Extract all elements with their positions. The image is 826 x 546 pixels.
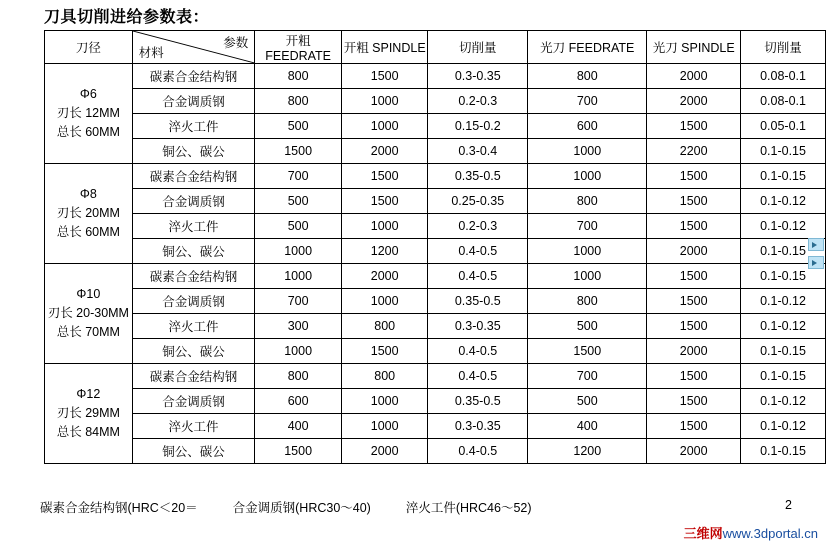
- cell-value: 1000: [528, 139, 647, 164]
- cell-value: 1200: [342, 239, 428, 264]
- cell-value: 800: [528, 189, 647, 214]
- cell-value: 800: [255, 64, 342, 89]
- table-row: [45, 439, 826, 464]
- material-name: 淬火工件: [132, 414, 255, 439]
- cell-value: 0.08-0.1: [741, 89, 826, 114]
- cell-value: 0.1-0.15: [741, 164, 826, 189]
- cell-value: 1000: [342, 89, 428, 114]
- material-name: 淬火工件: [132, 214, 255, 239]
- cell-value: 2000: [342, 264, 428, 289]
- cell-value: 500: [528, 389, 647, 414]
- material-name: 铜公、碳公: [132, 339, 255, 364]
- header-rough-depth: 切削量: [428, 31, 528, 64]
- material-name: 铜公、碳公: [132, 439, 255, 464]
- cell-value: 2000: [647, 64, 741, 89]
- tool-diameter-value: Φ10: [76, 287, 101, 302]
- cell-value: 700: [528, 364, 647, 389]
- cell-value: 0.1-0.12: [741, 289, 826, 314]
- header-tool-diameter: 刀径: [45, 31, 133, 64]
- cell-value: 1500: [528, 339, 647, 364]
- table-row: [45, 189, 826, 214]
- cell-value: 0.4-0.5: [428, 239, 528, 264]
- cell-value: 1000: [342, 414, 428, 439]
- cell-value: 2000: [647, 239, 741, 264]
- header-rough-spindle: 开粗 SPINDLE: [342, 31, 428, 64]
- cell-value: 800: [342, 364, 428, 389]
- cell-value: 500: [255, 189, 342, 214]
- material-name: 碳素合金结构钢: [132, 264, 255, 289]
- cell-value: 0.35-0.5: [428, 289, 528, 314]
- cell-value: 300: [255, 314, 342, 339]
- cell-value: 1500: [255, 139, 342, 164]
- table-row: [45, 289, 826, 314]
- scroll-markers[interactable]: [808, 238, 826, 278]
- cell-value: 1500: [647, 214, 741, 239]
- tool-total-length: 总长 60MM: [56, 124, 120, 139]
- header-finish-spindle: 光刀 SPINDLE: [647, 31, 741, 64]
- material-name: 碳素合金结构钢: [132, 164, 255, 189]
- tool-diameter-value: Φ6: [79, 87, 97, 102]
- tool-total-length: 总长 60MM: [56, 224, 120, 239]
- header-material-label: 材料: [138, 46, 164, 60]
- cell-value: 1500: [647, 289, 741, 314]
- cell-value: 2200: [647, 139, 741, 164]
- material-name: 铜公、碳公: [132, 139, 255, 164]
- cell-value: 0.1-0.15: [741, 239, 826, 264]
- table-row: [45, 389, 826, 414]
- cell-value: 1000: [342, 214, 428, 239]
- cell-value: 1200: [528, 439, 647, 464]
- scroll-marker-down-icon[interactable]: [808, 256, 824, 269]
- table-row: [45, 89, 826, 114]
- tool-flute-length: 刃长 20-30MM: [47, 306, 129, 321]
- table-row: [45, 364, 826, 389]
- cell-value: 0.05-0.1: [741, 114, 826, 139]
- tool-flute-length: 刃长 29MM: [56, 406, 120, 421]
- header-parameter-label: 参数: [223, 36, 249, 50]
- cell-value: 500: [255, 214, 342, 239]
- tool-flute-length: 刃长 20MM: [56, 206, 120, 221]
- cell-value: 2000: [647, 339, 741, 364]
- watermark-url: www.3dportal.cn: [722, 526, 818, 541]
- cell-value: 0.35-0.5: [428, 389, 528, 414]
- footnote-part-2: 合金调质钢(HRC30～40): [232, 501, 371, 515]
- material-name: 合金调质钢: [132, 289, 255, 314]
- tool-group-cell: [45, 264, 133, 364]
- cell-value: 600: [255, 389, 342, 414]
- cell-value: 0.1-0.12: [741, 214, 826, 239]
- table-row: [45, 64, 826, 89]
- cell-value: 400: [255, 414, 342, 439]
- cell-value: 0.3-0.35: [428, 414, 528, 439]
- page-title: 刀具切削进给参数表：: [44, 9, 210, 26]
- cell-value: 0.1-0.15: [741, 364, 826, 389]
- material-name: 合金调质钢: [132, 89, 255, 114]
- cell-value: 700: [528, 89, 647, 114]
- cell-value: 0.35-0.5: [428, 164, 528, 189]
- table-row: [45, 314, 826, 339]
- cell-value: 0.2-0.3: [428, 214, 528, 239]
- cell-value: 0.1-0.12: [741, 414, 826, 439]
- cell-value: 1500: [342, 164, 428, 189]
- cell-value: 800: [528, 289, 647, 314]
- tool-group-cell: [45, 364, 133, 464]
- cell-value: 1500: [647, 264, 741, 289]
- cell-value: 2000: [647, 439, 741, 464]
- cell-value: 600: [528, 114, 647, 139]
- material-name: 碳素合金结构钢: [132, 64, 255, 89]
- table-row: [45, 139, 826, 164]
- cell-value: 0.1-0.15: [741, 339, 826, 364]
- table-row: [45, 239, 826, 264]
- cell-value: 400: [528, 414, 647, 439]
- cell-value: 0.1-0.12: [741, 389, 826, 414]
- table-row: [45, 339, 826, 364]
- material-name: 碳素合金结构钢: [132, 364, 255, 389]
- material-name: 淬火工件: [132, 114, 255, 139]
- cell-value: 700: [255, 164, 342, 189]
- cell-value: 500: [255, 114, 342, 139]
- cell-value: 1500: [647, 389, 741, 414]
- cell-value: 2000: [342, 439, 428, 464]
- cutting-parameters-table: [44, 30, 826, 464]
- cell-value: 1500: [255, 439, 342, 464]
- cell-value: 2000: [342, 139, 428, 164]
- cell-value: 0.08-0.1: [741, 64, 826, 89]
- cell-value: 0.4-0.5: [428, 364, 528, 389]
- cell-value: 500: [528, 314, 647, 339]
- header-finish-depth: 切削量: [741, 31, 826, 64]
- tool-group-cell: [45, 64, 133, 164]
- footnote-part-3: 淬火工件(HRC46～52): [405, 501, 532, 515]
- cell-value: 0.15-0.2: [428, 114, 528, 139]
- cell-value: 1000: [342, 389, 428, 414]
- cell-value: 1000: [255, 239, 342, 264]
- cell-value: 0.25-0.35: [428, 189, 528, 214]
- tool-total-length: 总长 70MM: [56, 324, 120, 339]
- cell-value: 1500: [647, 314, 741, 339]
- table-row: [45, 414, 826, 439]
- material-name: 淬火工件: [132, 314, 255, 339]
- material-name: 合金调质钢: [132, 389, 255, 414]
- cell-value: 1500: [647, 114, 741, 139]
- header-diagonal-cell: [132, 31, 255, 64]
- watermark: [684, 523, 818, 542]
- tool-total-length: 总长 84MM: [56, 424, 120, 439]
- cell-value: 1000: [342, 289, 428, 314]
- cell-value: 0.3-0.35: [428, 314, 528, 339]
- cell-value: 1000: [528, 264, 647, 289]
- cell-value: 700: [255, 289, 342, 314]
- cell-value: 0.3-0.35: [428, 64, 528, 89]
- cell-value: 1500: [342, 64, 428, 89]
- tool-diameter-value: Φ12: [76, 387, 101, 402]
- cell-value: 1500: [342, 189, 428, 214]
- cell-value: 1500: [647, 189, 741, 214]
- cell-value: 0.4-0.5: [428, 439, 528, 464]
- cell-value: 800: [342, 314, 428, 339]
- cell-value: 1000: [342, 114, 428, 139]
- cell-value: 0.1-0.15: [741, 139, 826, 164]
- table-row: [45, 164, 826, 189]
- cell-value: 1500: [647, 414, 741, 439]
- tool-diameter-value: Φ8: [79, 187, 97, 202]
- cell-value: 700: [528, 214, 647, 239]
- page-number: 2: [785, 498, 792, 512]
- cell-value: 1000: [528, 239, 647, 264]
- cell-value: 2000: [647, 89, 741, 114]
- material-name: 铜公、碳公: [132, 239, 255, 264]
- table-row: [45, 114, 826, 139]
- scroll-marker-up-icon[interactable]: [808, 238, 824, 251]
- cell-value: 0.3-0.4: [428, 139, 528, 164]
- cell-value: 800: [255, 89, 342, 114]
- watermark-brand: 三维网: [683, 526, 723, 541]
- header-rough-feedrate: 开粗 FEEDRATE: [255, 31, 342, 64]
- cell-value: 1500: [647, 164, 741, 189]
- cell-value: 0.1-0.12: [741, 189, 826, 214]
- cell-value: 1000: [528, 164, 647, 189]
- cell-value: 0.2-0.3: [428, 89, 528, 114]
- cell-value: 1500: [342, 339, 428, 364]
- cell-value: 0.4-0.5: [428, 339, 528, 364]
- cell-value: 0.1-0.15: [741, 264, 826, 289]
- footnote-part-1: 碳素合金结构钢(HRC＜20＝: [40, 501, 198, 515]
- material-name: 合金调质钢: [132, 189, 255, 214]
- tool-group-cell: [45, 164, 133, 264]
- cell-value: 0.1-0.15: [741, 439, 826, 464]
- table-row: [45, 264, 826, 289]
- cell-value: 0.4-0.5: [428, 264, 528, 289]
- cell-value: 800: [528, 64, 647, 89]
- footnote: [40, 498, 532, 516]
- cell-value: 1000: [255, 264, 342, 289]
- table-header-row: [45, 31, 826, 64]
- cell-value: 1500: [647, 364, 741, 389]
- table-row: [45, 214, 826, 239]
- tool-flute-length: 刃长 12MM: [56, 106, 120, 121]
- cell-value: 0.1-0.12: [741, 314, 826, 339]
- cell-value: 800: [255, 364, 342, 389]
- cell-value: 1000: [255, 339, 342, 364]
- header-finish-feedrate: 光刀 FEEDRATE: [528, 31, 647, 64]
